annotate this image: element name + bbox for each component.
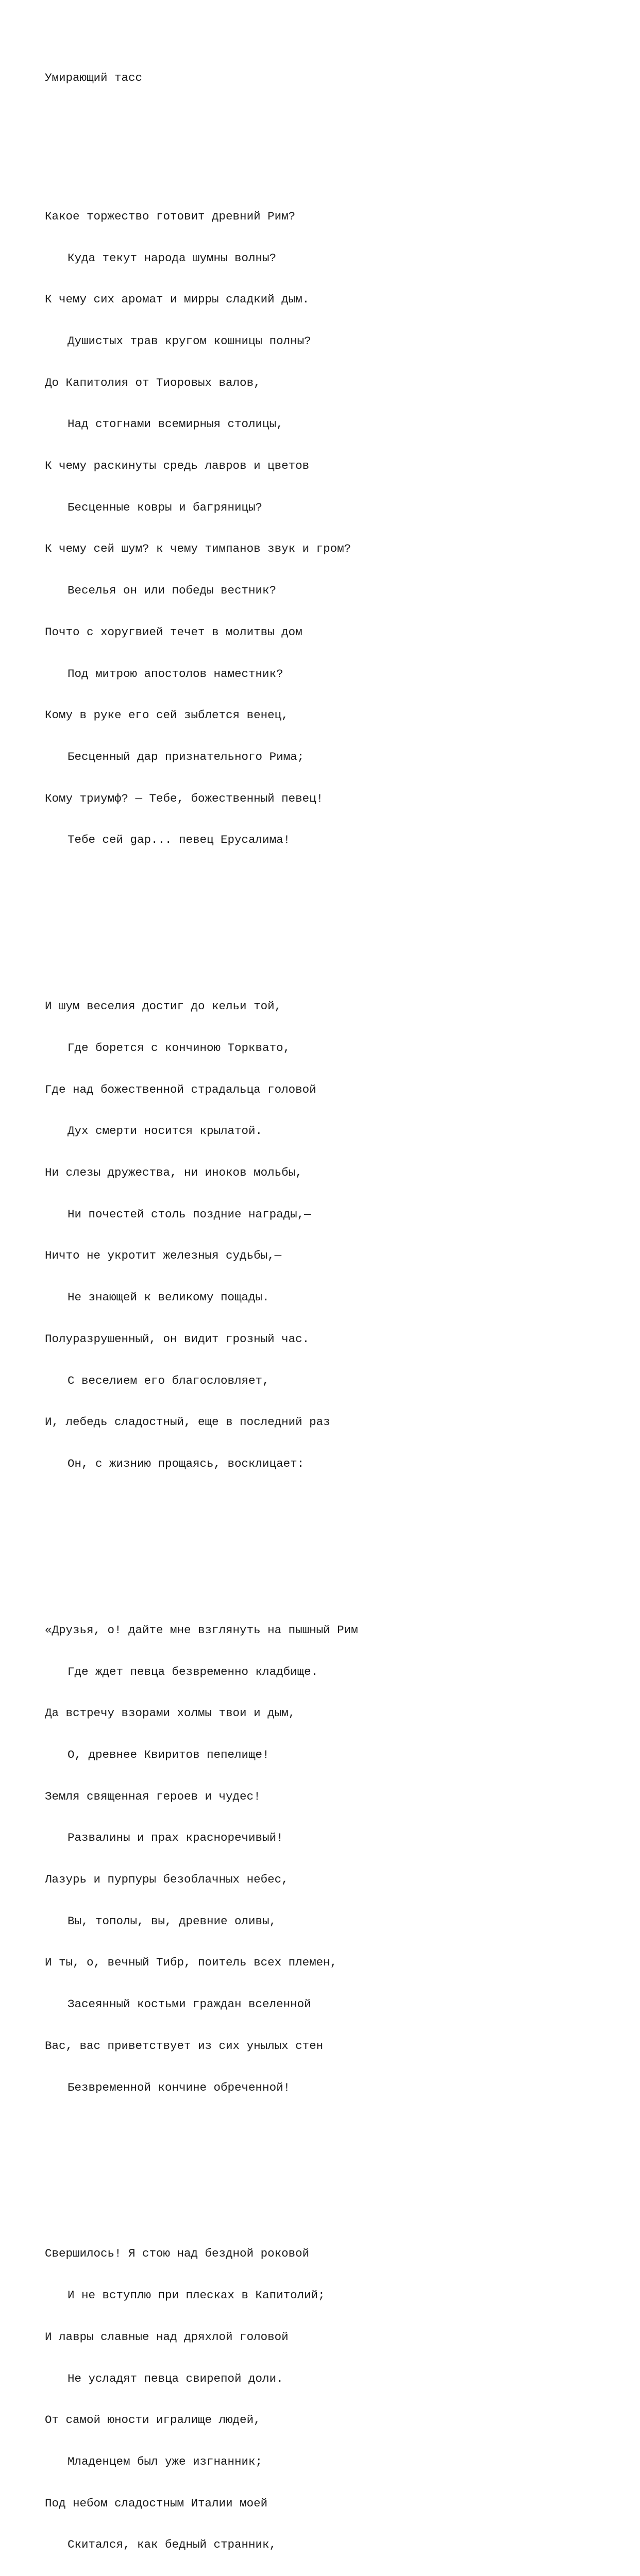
verse-line: До Капитолия от Тиоровых валов, — [45, 376, 261, 389]
verse-line: Под небом сладостным Италии моей — [45, 2496, 268, 2510]
verse-line: Где борется с кончиною Торквато, — [68, 1041, 291, 1055]
verse-line: Безвременной кончине обреченной! — [68, 2080, 291, 2094]
verse-line: И шум веселия достиг до кельи той, — [45, 999, 282, 1013]
spacer — [45, 1526, 612, 1540]
verse-line: Где над божественной страдальца головой — [45, 1082, 316, 1096]
verse-line: Земля священная героев и чудес! — [45, 1789, 261, 1803]
verse-line: К чему сей шум? к чему тимпанов звук и гром? — [45, 542, 351, 556]
verse-line: Веселья он или победы вестник? — [68, 584, 277, 598]
verse-line: Какое торжество готовит древний Рим? — [45, 209, 296, 223]
verse-line: Вы, тополы, вы, древние оливы, — [68, 1914, 277, 1928]
verse-line: Не усладят певца свирепой доли. — [68, 2371, 283, 2385]
verse-line: Вас, вас приветствует из сих унылых стен — [45, 2039, 324, 2053]
spacer — [45, 113, 612, 127]
verse-line: Да встречу взорами холмы твои и дым, — [45, 1706, 296, 1720]
verse-line: Под митрою апостолов наместник? — [68, 667, 283, 681]
verse-line: И, лебедь сладостный, еще в последний раз — [45, 1415, 330, 1429]
verse-line: Кому в руке его сей зыблется венец, — [45, 708, 289, 722]
verse-line: Младенцем был уже изгнанник; — [68, 2454, 263, 2468]
verse-line: Полуразрушенный, он видит грозный час. — [45, 1332, 310, 1346]
verse-line: Над стогнами всемирныя столицы, — [68, 417, 283, 431]
verse-line: Куда текут народа шумны волны? — [68, 251, 277, 265]
verse-line: Где ждет певца безвременно кладбище. — [68, 1665, 318, 1679]
verse-line: О, древнее Квиритов пепелище! — [68, 1748, 270, 1761]
verse-line: Почто с хоругвией течет в молитвы дом — [45, 625, 302, 639]
verse-line: Тебе сей gар... певец Ерусалима! — [68, 833, 291, 847]
verse-line: И лавры славные над дряхлой головой — [45, 2330, 289, 2344]
verse-line: Ничто не укротит железныя судьбы,— — [45, 1249, 282, 1263]
stanza — [45, 972, 612, 1498]
verse-line: С веселием его благословляет, — [68, 1374, 270, 1387]
verse-line: К чему сих аромат и мирры сладкий дым. — [45, 293, 310, 307]
verse-line: Не знающей к великому пощады. — [68, 1291, 270, 1304]
stanza — [45, 2219, 612, 2576]
spacer — [45, 903, 612, 917]
verse-line: Засеянный костьми граждан вселенной — [68, 1997, 311, 2011]
verse-line: Кому триумф? — Тебе, божественный певец! — [45, 791, 324, 805]
verse-line: Ни слезы дружества, ни иноков мольбы, — [45, 1166, 302, 1180]
verse-line: Дух смерти носится крылатой. — [68, 1124, 263, 1138]
verse-line: Бесценный дар признательного Рима; — [68, 750, 305, 764]
verse-line: «Друзья, о! дайте мне взглянуть на пышный Рим — [45, 1623, 358, 1637]
verse-line: Лазурь и пурпуры безоблачных небес, — [45, 1873, 289, 1887]
verse-line: И ты, о, вечный Тибр, поитель всех племен, — [45, 1956, 338, 1970]
verse-line: И не вступлю при плесках в Капитолий; — [68, 2289, 325, 2302]
stanza — [45, 1596, 612, 2122]
verse-line: Он, с жизнию прощаясь, восклицает: — [68, 1456, 305, 1470]
verse-line: Скитался, как бедный странник, — [68, 2538, 277, 2552]
verse-line: Свершилось! Я стою над бездной роковой — [45, 2247, 310, 2261]
verse-line: Развалины и прах красноречивый! — [68, 1831, 283, 1845]
verse-line: Бесценные ковры и багряницы? — [68, 500, 263, 514]
verse-line: От самой юности игралище людей, — [45, 2413, 261, 2427]
verse-line: К чему раскинуты средь лавров и цветов — [45, 459, 310, 473]
poem-text — [45, 43, 612, 2576]
spacer — [45, 2150, 612, 2164]
poem-title: Умирающий тасс — [45, 71, 143, 84]
verse-line: Душистых трав кругом кошницы полны? — [68, 334, 311, 348]
stanza — [45, 182, 612, 875]
verse-line: Ни почестей столь поздние награды,— — [68, 1207, 311, 1221]
